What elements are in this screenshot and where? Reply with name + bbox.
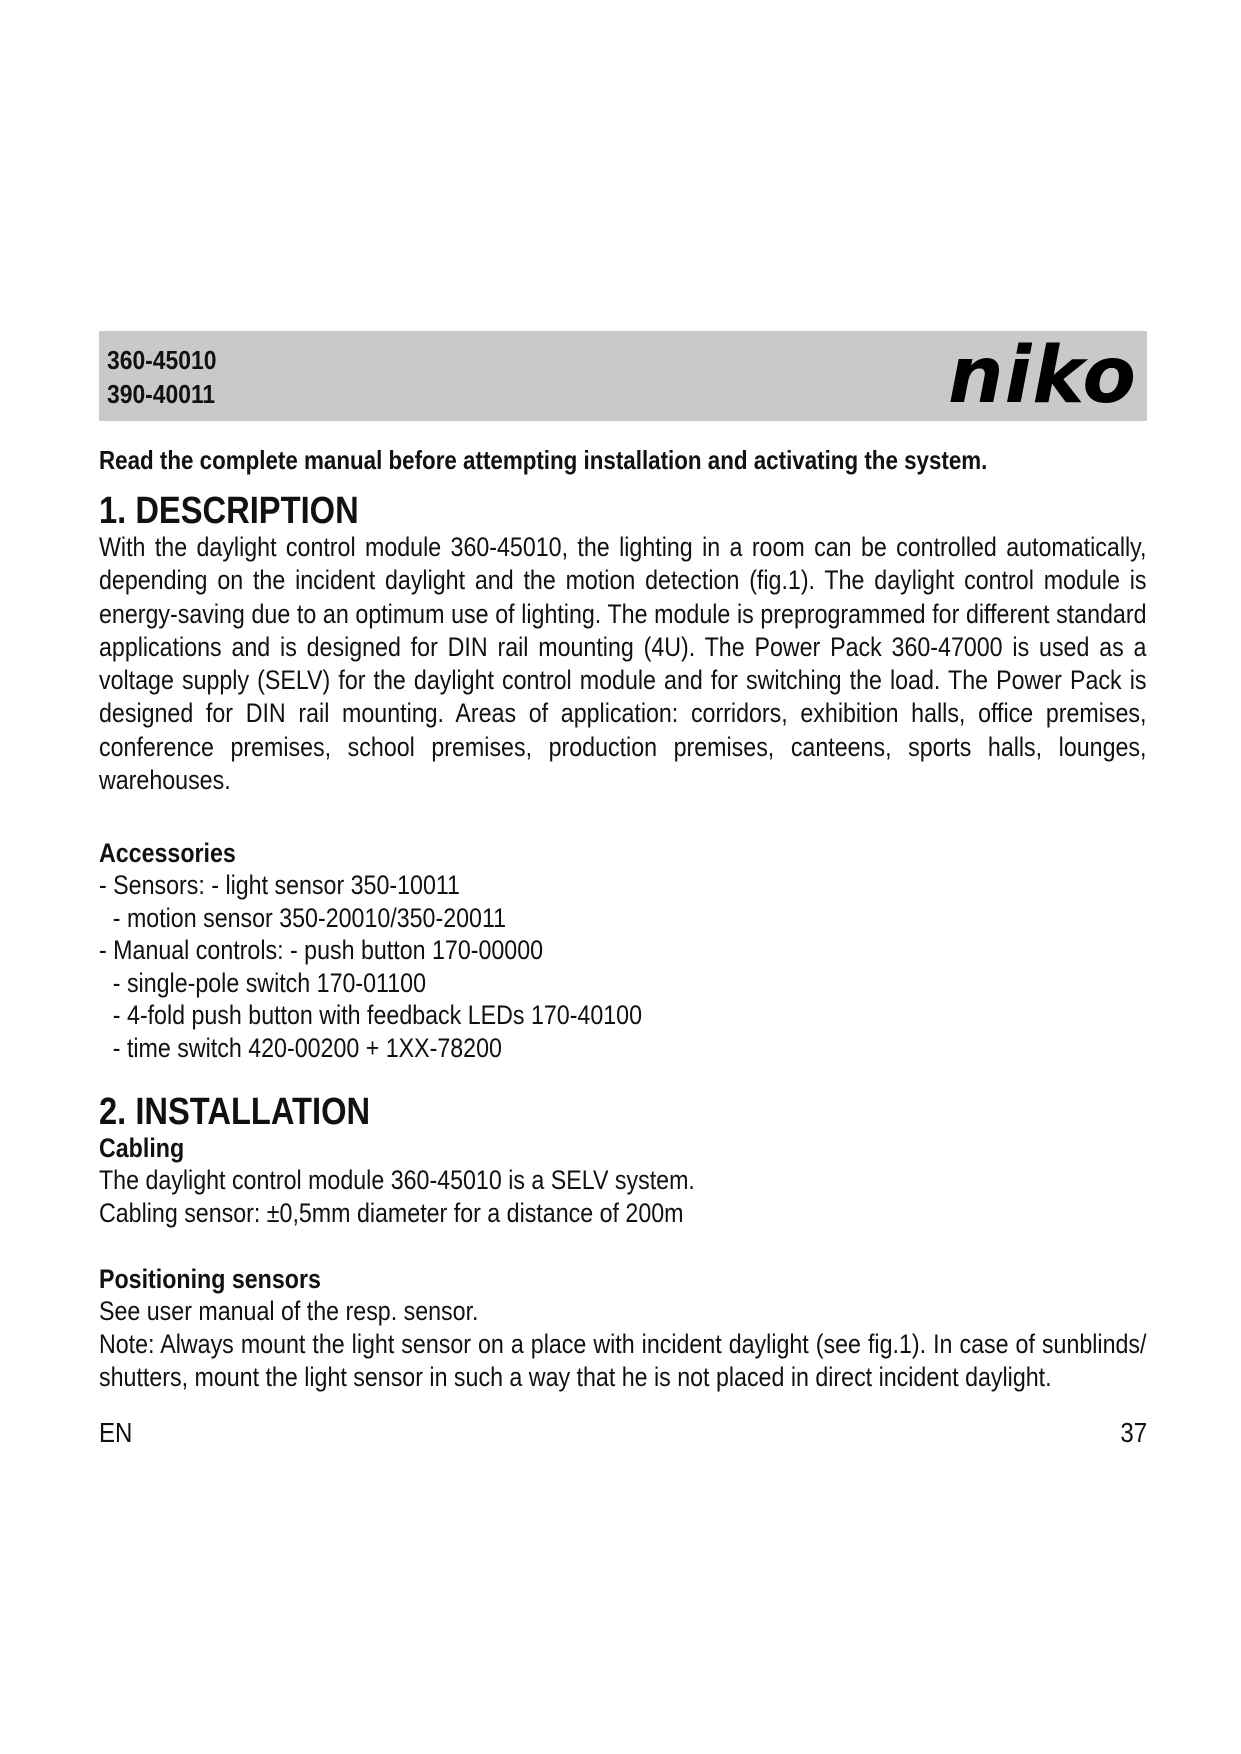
cabling-text xyxy=(99,1164,1146,1229)
niko-logo: niko xyxy=(948,331,1137,421)
list-item: - 4-fold push button with feedback LEDs 170-40100 xyxy=(112,1000,643,1031)
spacer xyxy=(99,797,1146,837)
list-item: - Sensors: - light sensor 350-10011 xyxy=(99,870,460,901)
spacer xyxy=(99,1229,1146,1263)
list-item: - single-pole switch 170-01100 xyxy=(112,967,426,998)
positioning-heading: Positioning sensors xyxy=(99,1264,321,1295)
cabling-heading: Cabling xyxy=(99,1133,185,1164)
section-title-installation: 2. INSTALLATION xyxy=(99,1091,371,1134)
product-codes xyxy=(107,343,216,411)
manual-page xyxy=(99,331,1147,1394)
list-item: - motion sensor 350-20010/350-20011 xyxy=(112,902,507,933)
list-item: - Manual controls: - push button 170-00000 xyxy=(99,935,544,966)
content xyxy=(99,443,1146,1394)
product-code: 360-45010 xyxy=(107,345,217,375)
language-label: EN xyxy=(99,1417,133,1448)
header-band xyxy=(99,331,1147,421)
accessories-heading: Accessories xyxy=(99,838,236,869)
text-line: Cabling sensor: ±0,5mm diameter for a distance of 200m xyxy=(99,1197,684,1228)
list-item: - time switch 420-00200 + 1XX-78200 xyxy=(112,1032,502,1063)
accessories-list xyxy=(99,869,1146,1064)
section-title-description: 1. DESCRIPTION xyxy=(99,490,359,532)
product-code: 390-40011 xyxy=(107,379,216,409)
warning-text: Read the complete manual before attempting installation and activating the system. xyxy=(99,445,988,475)
page-number: 37 xyxy=(1120,1417,1147,1448)
positioning-line: See user manual of the resp. sensor. xyxy=(99,1296,479,1327)
text-line: The daylight control module 360-45010 is a SELV system. xyxy=(99,1165,695,1196)
spacer xyxy=(99,1064,1146,1092)
positioning-note: Note: Always mount the light sensor on a place with incident daylight (see fig.1). In case of sunblinds/ shutters, mount the light sensor in such a way that he is not placed in direct incident daylight. xyxy=(99,1328,1147,1393)
description-paragraph: With the daylight control module 360-45010, the lighting in a room can be controlled automatically, depending on the incident daylight and the motion detection (fig.1). The daylight control module is energy-saving due to an optimum use of lighting. The module is preprogrammed for different standard applications and is designed for DIN rail mounting (4U). The Power Pack 360-47000 is used as a voltage supply (SELV) for the daylight control module and for switching the load. The Power Pack is designed for DIN rail mounting. Areas of application: corridors, exhibition halls, office premises, conference premises, school premises, production premises, canteens, sports halls, lounges, warehouses. xyxy=(99,532,1147,796)
